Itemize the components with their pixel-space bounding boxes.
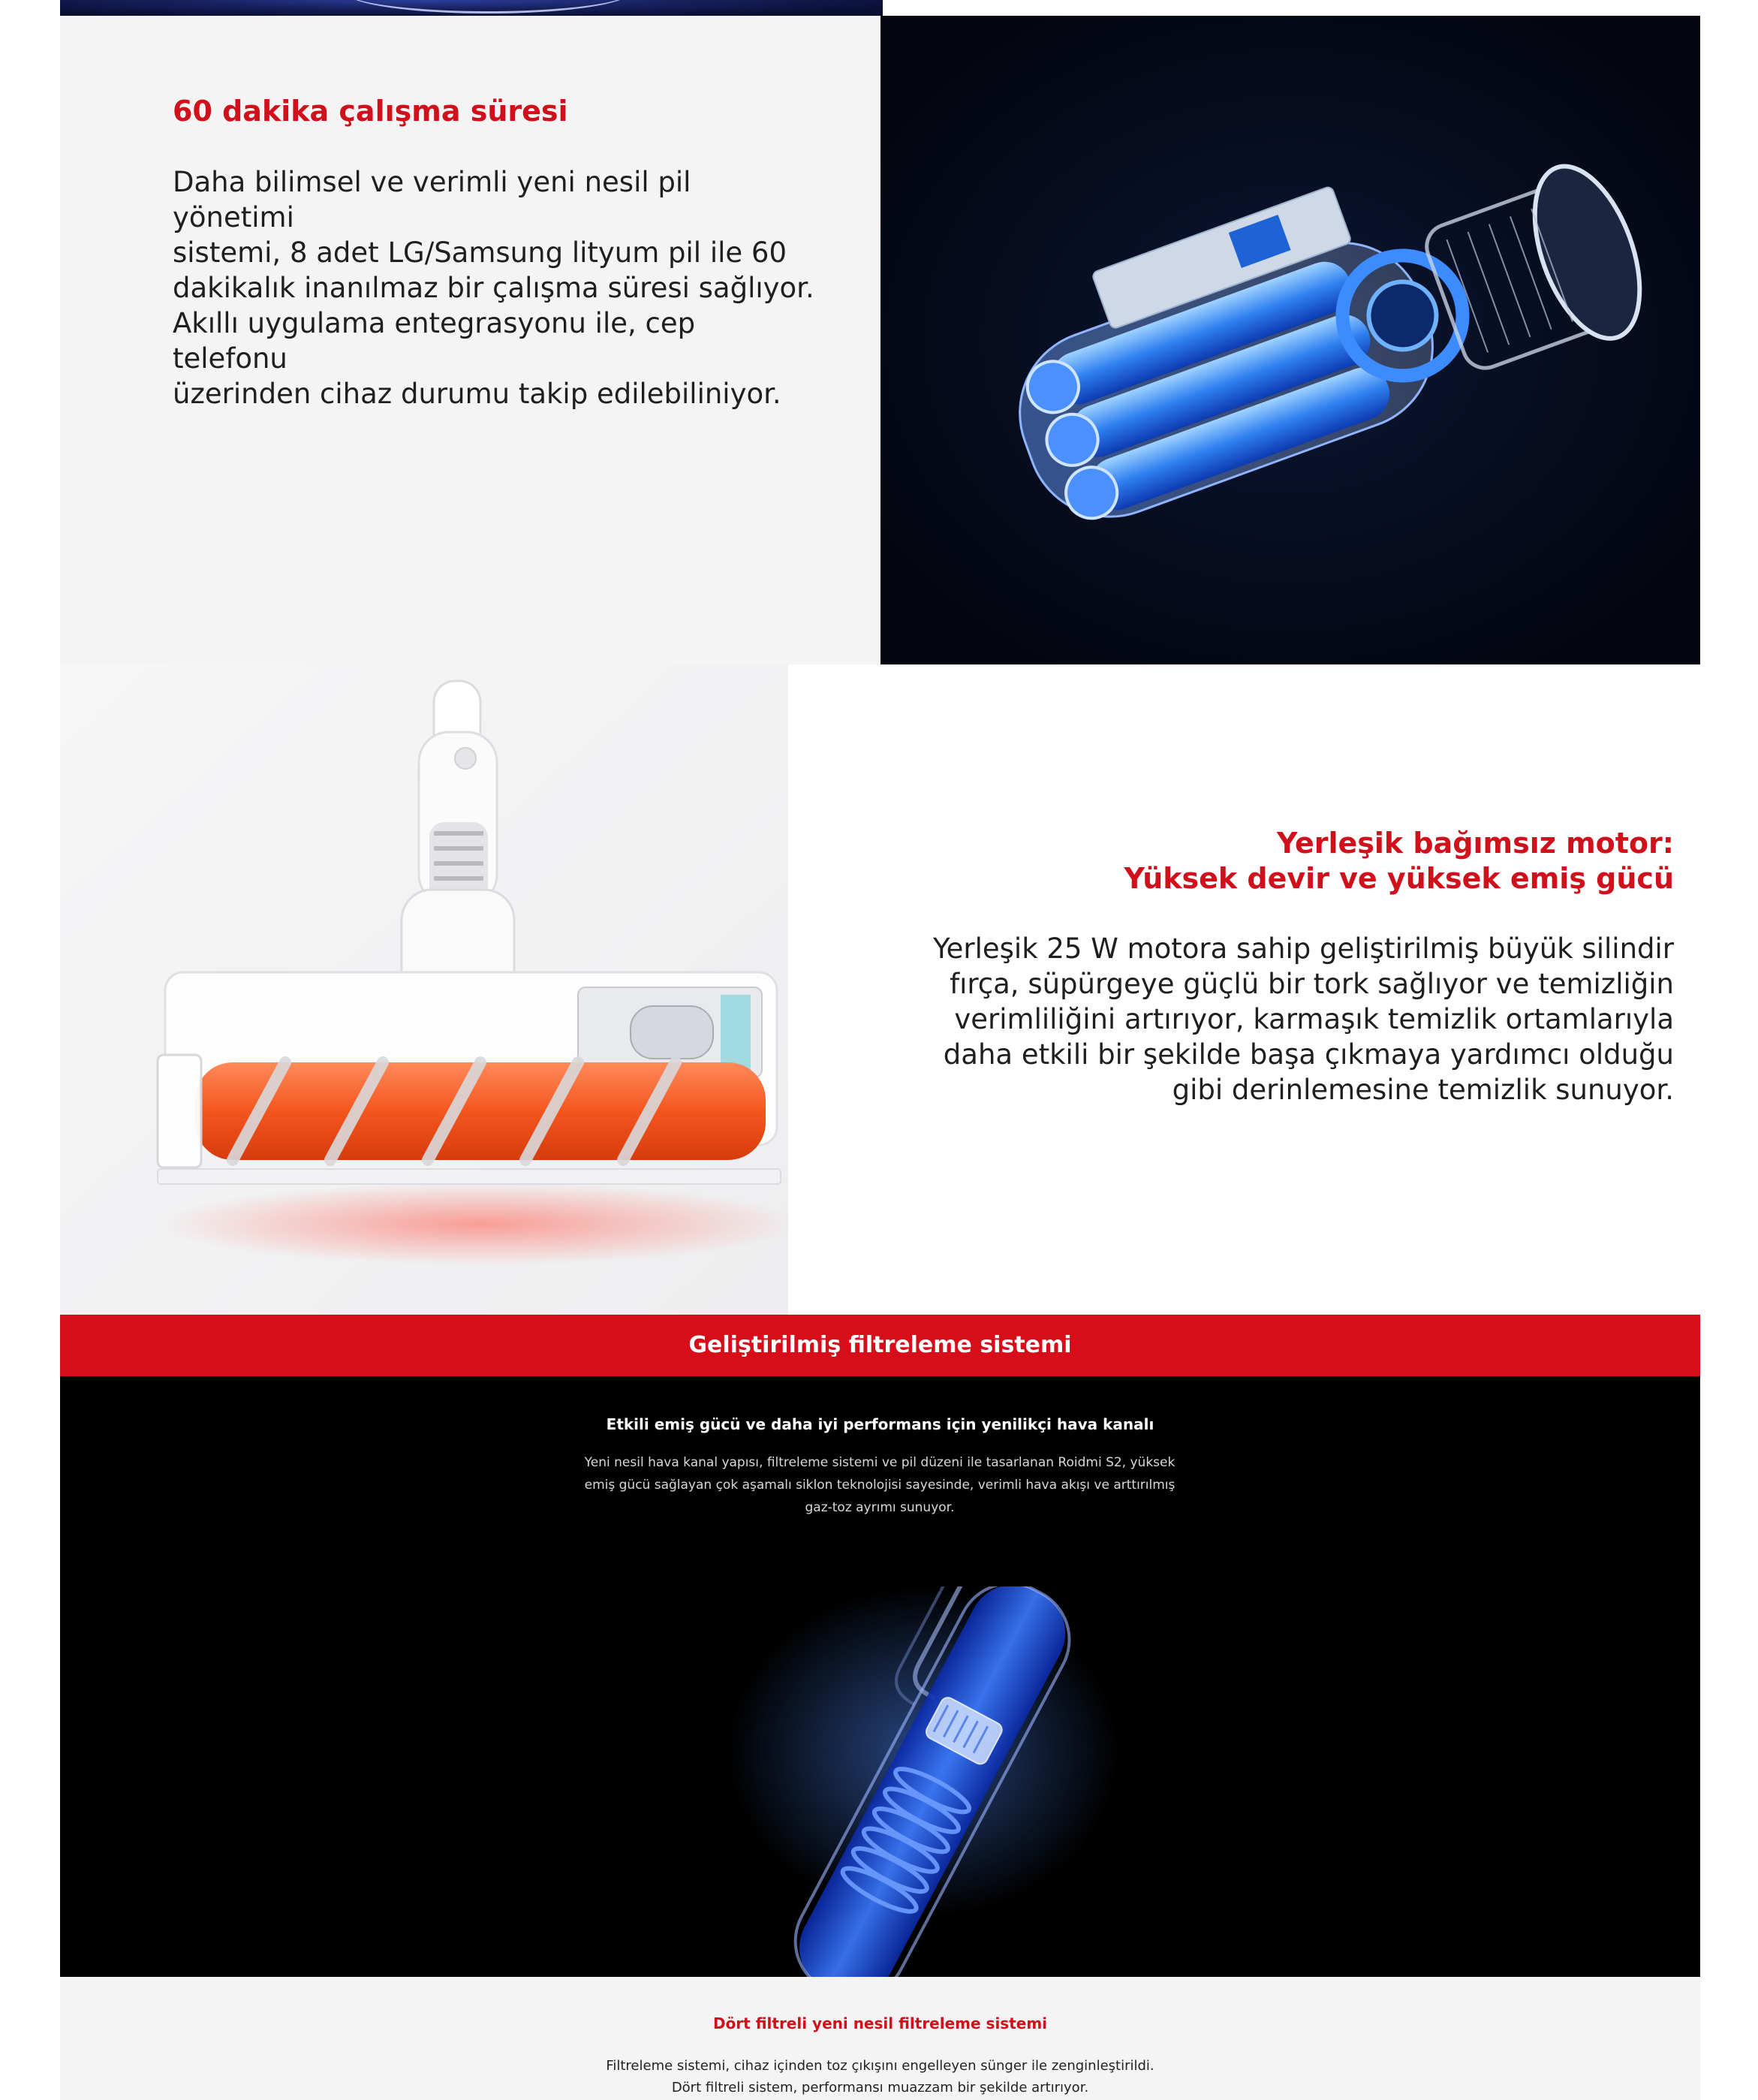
- airflow-cyclone-image: [676, 1586, 1156, 1977]
- body-line: gibi derinlemesine temizlik sunuyor.: [1172, 1074, 1674, 1106]
- airflow-body: [504, 1451, 1255, 1519]
- body-line: emiş gücü sağlayan çok aşamalı siklon teknolojisi sayesinde, verimli hava akışı ve arttırılmış: [584, 1478, 1176, 1493]
- roller-brush-image: [60, 664, 788, 1315]
- body-line: üzerinden cihaz durumu takip edilebiliniyor.: [173, 378, 781, 410]
- body-line: Yeni nesil hava kanal yapısı, filtreleme sistemi ve pil düzeni ile tasarlanan Roidmi S2, yüksek: [584, 1455, 1176, 1470]
- body-line: daha etkili bir şekilde başa çıkmaya yardımcı olduğu: [943, 1038, 1674, 1071]
- body-line: gaz-toz ayrımı sunuyor.: [805, 1500, 955, 1515]
- four-filter-section: [60, 1977, 1700, 2100]
- battery-section-body: [173, 164, 818, 411]
- motor-section-body: [886, 931, 1674, 1107]
- battery-pack-image: [881, 16, 1700, 664]
- airflow-section: [60, 1376, 1700, 1977]
- airflow-subtitle: Etkili emiş gücü ve daha iyi performans için yenilikçi hava kanalı: [606, 1415, 1154, 1433]
- body-line: Yerleşik 25 W motora sahip geliştirilmiş büyük silindir: [932, 932, 1674, 965]
- battery-section-title: 60 dakika çalışma süresi: [173, 95, 568, 128]
- four-filter-title: Dört filtreli yeni nesil filtreleme sistemi: [712, 2014, 1048, 2032]
- body-line: dakikalık inanılmaz bir çalışma süresi sağlıyor.: [173, 272, 814, 304]
- body-line: Dört filtreli sistem, performansı muazzam bir şekilde artırıyor.: [671, 2080, 1089, 2095]
- body-line: Filtreleme sistemi, cihaz içinden toz çıkışını engelleyen sünger ile zenginleştirildi.: [606, 2058, 1154, 2074]
- title-line: Yerleşik bağımsız motor:: [1276, 827, 1674, 860]
- motor-section-title: [901, 826, 1674, 896]
- body-line: Daha bilimsel ve verimli yeni nesil pil yönetimi: [173, 166, 691, 234]
- filter-banner-title: Geliştirilmiş filtreleme sistemi: [688, 1332, 1072, 1358]
- filter-section-banner: [60, 1315, 1700, 1376]
- body-line: fırça, süpürgeye güçlü bir tork sağlıyor ve temizliğin: [950, 968, 1674, 1000]
- hero-light-arc: [345, 0, 631, 14]
- body-line: Akıllı uygulama entegrasyonu ile, cep telefonu: [173, 307, 696, 375]
- title-line: Yüksek devir ve yüksek emiş gücü: [1124, 862, 1674, 895]
- body-line: verimliliğini artırıyor, karmaşık temizlik ortamlarıyla: [954, 1003, 1674, 1035]
- top-hero-image-strip: [60, 0, 883, 16]
- body-line: sistemi, 8 adet LG/Samsung lityum pil ile 60: [173, 237, 787, 269]
- four-filter-body: [60, 2055, 1700, 2098]
